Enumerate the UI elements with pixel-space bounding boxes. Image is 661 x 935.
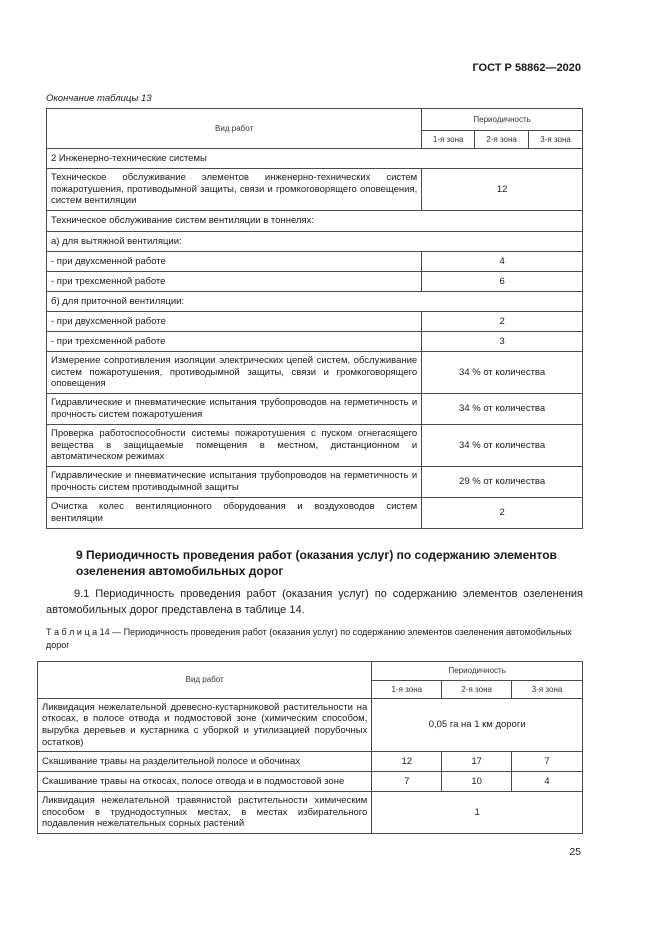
- table14-caption: Т а б л и ц а 14 — Периодичность проведения работ (оказания услуг) по содержанию элементов озеленения автомобильных дорог: [46, 627, 572, 650]
- row-work: Измерение сопротивления изоляции электрических цепей систем, обслуживание систем пожаротушения, противодымной защиты, связи и громкоговорящего оповещения: [47, 352, 422, 394]
- row-value: 0,05 га на 1 км дороги: [372, 699, 583, 752]
- row-work: Гидравлические и пневматические испытания трубопроводов на герметичность и прочность систем противодымной защиты: [47, 467, 422, 498]
- table-row: [38, 752, 583, 772]
- column-header-work: Вид работ: [47, 109, 422, 149]
- table-row: [38, 772, 583, 792]
- table-row: [47, 332, 583, 352]
- row-value: 2: [422, 312, 583, 332]
- zone-header-1: 1-я зона: [372, 681, 442, 699]
- column-header-work: Вид работ: [38, 662, 372, 699]
- row-work: - при двухсменной работе: [47, 312, 422, 332]
- row-value: 29 % от количества: [422, 467, 583, 498]
- row-work: Скашивание травы на откосах, полосе отвода и в подмостовой зоне: [38, 772, 372, 792]
- row-work: Техническое обслуживание систем вентиляции в тоннелях:: [47, 211, 583, 232]
- column-header-period: Периодичность: [372, 662, 583, 681]
- table-row: [47, 498, 583, 529]
- row-work: б) для приточной вентиляции:: [47, 292, 583, 312]
- table-row: [47, 292, 583, 312]
- row-work: Очистка колес вентиляционного оборудования и воздуховодов систем вентиляции: [47, 498, 422, 529]
- row-value: 12: [422, 169, 583, 211]
- table-row: [47, 467, 583, 498]
- row-work: Ликвидация нежелательной травянистой растительности химическим способом в труднодоступных местах, в местах избирательного подавления нежелательных сорных растений: [38, 792, 372, 834]
- table-13: [46, 108, 583, 529]
- row-work: Ликвидация нежелательной древесно-кустарниковой растительности на откосах, в полосе отвода и подмостовой зоне (химическим способом, вырубка деревьев и кустарника с уборкой и утилизацией порубочных остатков): [38, 699, 372, 752]
- table-row: [47, 312, 583, 332]
- table-row: [47, 211, 583, 232]
- table14-header-row: [38, 662, 583, 681]
- row-work: Техническое обслуживание элементов инженерно-технических систем пожаротушения, противодымной защиты, связи и громкоговорящего оповещения, систем вентиляции: [47, 169, 422, 211]
- zone-header-2: 2-я зона: [442, 681, 512, 699]
- zone-header-2: 2-я зона: [475, 131, 529, 149]
- row-work: - при трехсменной работе: [47, 272, 422, 292]
- row-value-zone2: 10: [442, 772, 512, 792]
- row-value: 2: [422, 498, 583, 529]
- row-value-zone3: 7: [512, 752, 583, 772]
- table13-header-row: [47, 109, 583, 131]
- row-value: 4: [422, 252, 583, 272]
- table-row: [47, 252, 583, 272]
- row-work: Проверка работоспособности системы пожаротушения с пуском огнегасящего вещества в защищаемые помещения в местном, дистанционном и автоматическом режимах: [47, 425, 422, 467]
- row-value-zone1: 12: [372, 752, 442, 772]
- table13-caption: Окончание таблицы 13: [46, 93, 152, 104]
- row-value: 34 % от количества: [422, 352, 583, 394]
- table-row: [38, 792, 583, 834]
- row-value: 34 % от количества: [422, 394, 583, 425]
- row-work: - при двухсменной работе: [47, 252, 422, 272]
- row-value-zone1: 7: [372, 772, 442, 792]
- standard-designation: ГОСТ Р 58862—2020: [472, 62, 581, 74]
- row-value-zone3: 4: [512, 772, 583, 792]
- row-work: Скашивание травы на разделительной полосе и обочинах: [38, 752, 372, 772]
- table-row: [47, 169, 583, 211]
- row-value: 3: [422, 332, 583, 352]
- row-work: а) для вытяжной вентиляции:: [47, 232, 583, 252]
- row-section-title: 2 Инженерно-технические системы: [47, 149, 583, 169]
- section-paragraph: 9.1 Периодичность проведения работ (оказания услуг) по содержанию элементов озеленения автомобильных дорог представлена в таблице 14.: [46, 588, 583, 616]
- row-work: Гидравлические и пневматические испытания трубопроводов на герметичность и прочность систем пожаротушения: [47, 394, 422, 425]
- column-header-period: Периодичность: [422, 109, 583, 131]
- table-row: [38, 699, 583, 752]
- table-row: [47, 149, 583, 169]
- table-14: [37, 661, 583, 834]
- section-heading: 9 Периодичность проведения работ (оказания услуг) по содержанию элементов озеленения автомобильных дорог: [76, 548, 557, 579]
- table-row: [47, 232, 583, 252]
- table-row: [47, 394, 583, 425]
- row-value: 6: [422, 272, 583, 292]
- row-value-zone2: 17: [442, 752, 512, 772]
- zone-header-3: 3-я зона: [512, 681, 583, 699]
- table-row: [47, 352, 583, 394]
- row-value: 1: [372, 792, 583, 834]
- row-value: 34 % от количества: [422, 425, 583, 467]
- table-row: [47, 425, 583, 467]
- zone-header-1: 1-я зона: [422, 131, 475, 149]
- zone-header-3: 3-я зона: [529, 131, 583, 149]
- page-number: 25: [569, 846, 581, 858]
- row-work: - при трехсменной работе: [47, 332, 422, 352]
- table-row: [47, 272, 583, 292]
